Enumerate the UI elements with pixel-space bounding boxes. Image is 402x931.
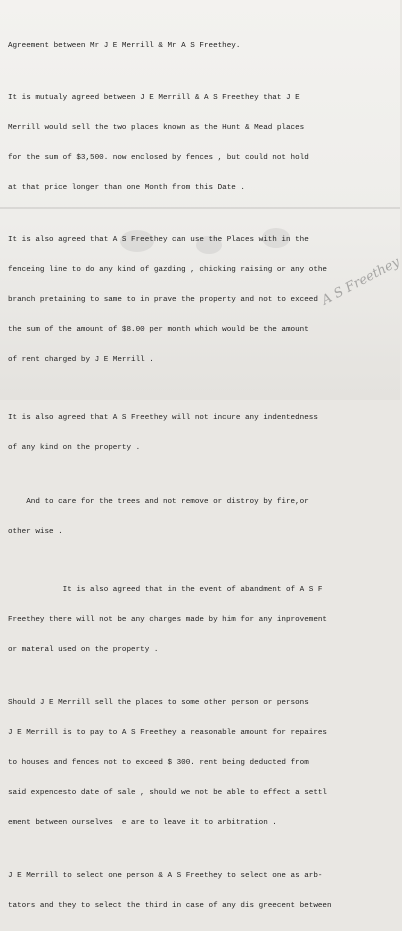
doc-line: or materal used on the property . (8, 646, 159, 654)
doc-line: Agreement between Mr J E Merrill & Mr A S Freethey. (8, 42, 241, 50)
doc-line: ement between ourselves e are to leave it to arbitration . (8, 819, 277, 827)
doc-line: to houses and fences not to exceed $ 300. rent being deducted from (8, 759, 309, 767)
doc-line: It is also agreed that in the event of abandment of A S F (8, 586, 323, 594)
doc-line: tators and they to select the third in case of any dis greecent between (8, 902, 332, 910)
doc-line: It is also agreed that A S Freethey can use the Places with in the (8, 236, 309, 244)
doc-line: of any kind on the property . (8, 444, 141, 452)
handwritten-signature: A S Freethey (319, 254, 402, 309)
doc-line: the sum of the amount of $8.00 per month which would be the amount (8, 326, 309, 334)
doc-line: J E Merrill to select one person & A S Freethey to select one as arb- (8, 872, 323, 880)
doc-line: Freethey there will not be any charges made by him for any inprovement (8, 616, 327, 624)
doc-line: J E Merrill is to pay to A S Freethey a reasonable amount for repaires (8, 729, 327, 737)
agreement-text (8, 0, 400, 931)
doc-line: other wise . (8, 528, 63, 536)
doc-line: And to care for the trees and not remove or distroy by fire,or (8, 498, 309, 506)
doc-line: of rent charged by J E Merrill . (8, 356, 154, 364)
doc-line: said expencesto date of sale , should we not be able to effect a settl (8, 789, 327, 797)
doc-line: at that price longer than one Month from this Date . (8, 184, 245, 192)
doc-line: for the sum of $3,500. now enclosed by fences , but could not hold (8, 154, 309, 162)
doc-line: Merrill would sell the two places known as the Hunt & Mead places (8, 124, 305, 132)
doc-line: It is also agreed that A S Freethey will not incure any indentedness (8, 414, 318, 422)
doc-line: branch pretaining to same to in prave the property and not to exceed (8, 296, 318, 304)
doc-line: fenceing line to do any kind of gazding , chicking raising or any othe (8, 266, 327, 274)
doc-line: Should J E Merrill sell the places to some other person or persons (8, 699, 309, 707)
doc-line: It is mutualy agreed between J E Merrill & A S Freethey that J E (8, 94, 300, 102)
